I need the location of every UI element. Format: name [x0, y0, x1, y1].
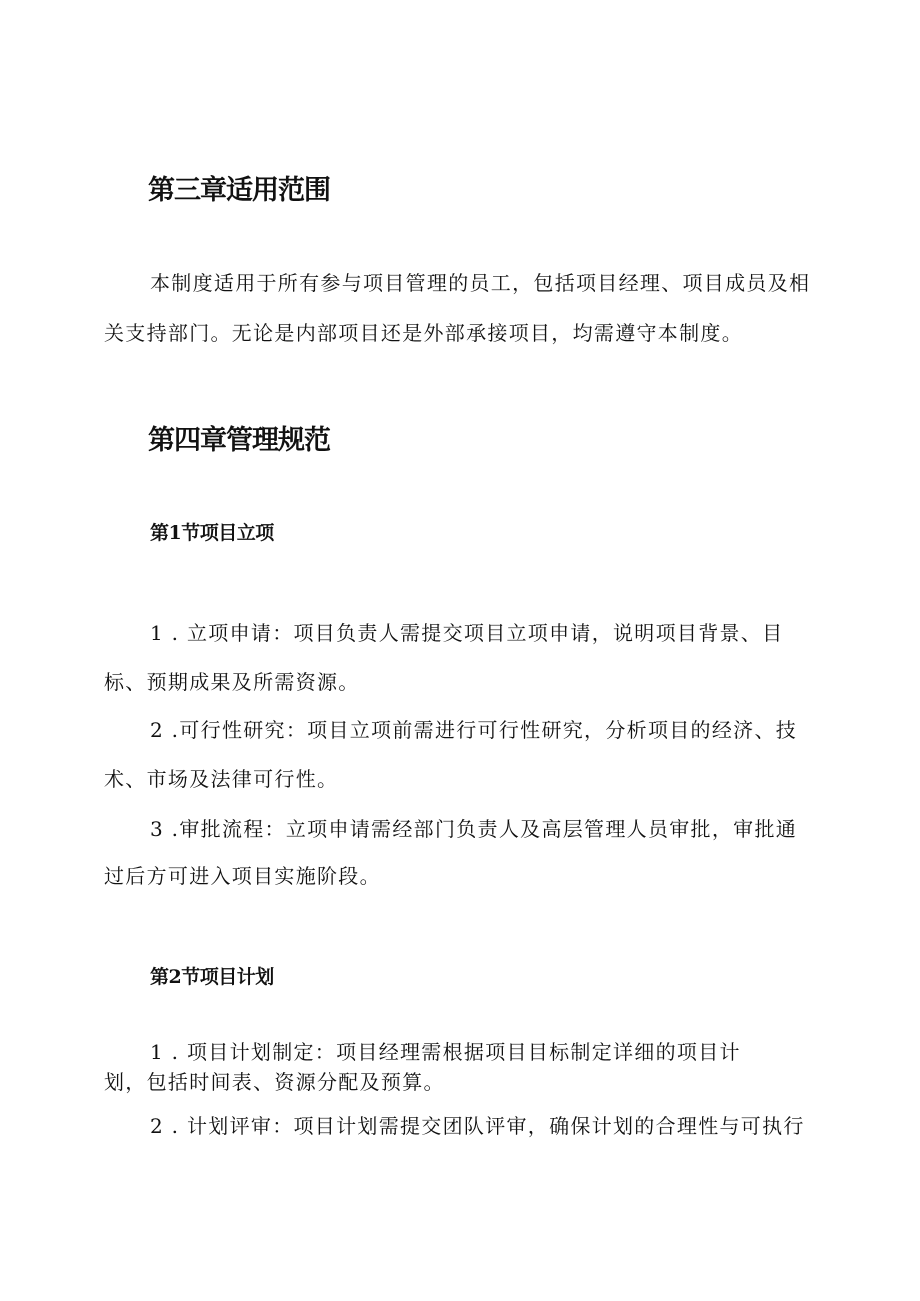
section-1-item-2-line-1: 2 .可行性研究：项目立项前需进行可行性研究，分析项目的经济、技 [150, 718, 798, 742]
section-1-item-3-line-1: 3 .审批流程：立项申请需经部门负责人及高层管理人员审批，审批通 [150, 817, 798, 841]
section-2-item-1-line-1: 1 . 项目计划制定：项目经理需根据项目目标制定详细的项目计 [150, 1040, 741, 1064]
chapter-3-paragraph-line-1: 本制度适用于所有参与项目管理的员工，包括项目经理、项目成员及相 [150, 271, 811, 295]
section-1-item-2-line-2: 术、市场及法律可行性。 [104, 767, 339, 791]
section-1-item-1-line-1: 1 . 立项申请：项目负责人需提交项目立项申请，说明项目背景、目 [150, 621, 784, 645]
section-2-item-1-line-2: 划，包括时间表、资源分配及预算。 [104, 1070, 445, 1094]
section-1-item-3-line-2: 过后方可进入项目实施阶段。 [104, 864, 381, 888]
section-2-title: 第2节项目计划 [150, 966, 274, 988]
chapter-3-title: 第三章适用范围 [148, 175, 330, 206]
section-1-item-1-line-2: 标、预期成果及所需资源。 [104, 670, 360, 694]
chapter-4-title: 第四章管理规范 [148, 425, 330, 456]
section-1-title: 第1节项目立项 [150, 522, 274, 544]
chapter-3-paragraph-line-2: 关支持部门。无论是内部项目还是外部承接项目，均需遵守本制度。 [104, 321, 743, 345]
section-2-item-2-line-1: 2 . 计划评审：项目计划需提交团队评审，确保计划的合理性与可执行 [150, 1114, 805, 1138]
